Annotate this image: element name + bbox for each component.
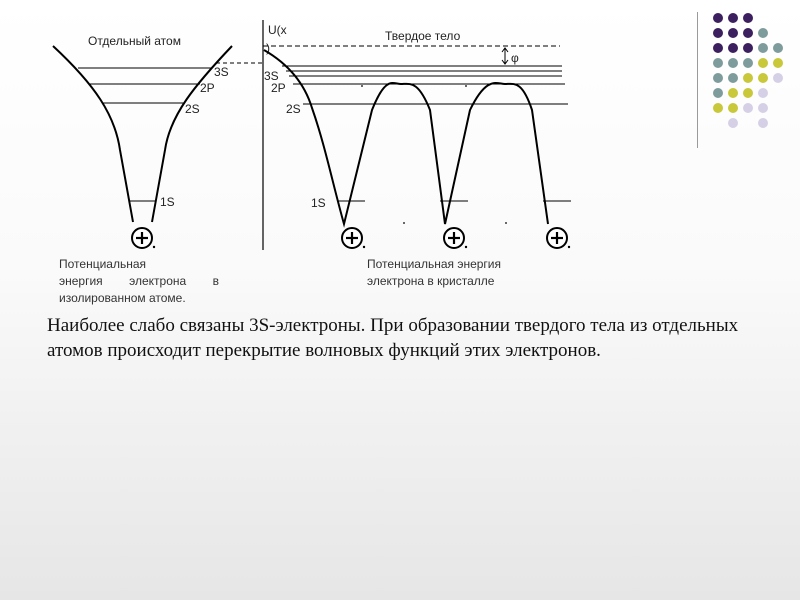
decor-dot	[743, 73, 753, 83]
isolated-atom-title: Отдельный атом	[88, 34, 181, 48]
decor-dot	[713, 28, 723, 38]
caption-left-line-3: изолированном атоме.	[59, 291, 186, 305]
decor-dot	[713, 58, 723, 68]
caption-right-line-2: электрона в кристалле	[367, 274, 495, 288]
decor-dot	[713, 43, 723, 53]
nucleus-isolated-atom	[132, 228, 155, 248]
decor-dot	[758, 118, 768, 128]
decor-dot	[728, 28, 738, 38]
decor-dot-grid	[706, 8, 786, 148]
stray-dots	[361, 85, 507, 224]
decor-dot	[758, 73, 768, 83]
main-text: Наиболее слабо связаны 3S-электроны. При образовании твердого тела из отдельных атомов происходит перекрытие волновых функций этих электронов.	[47, 315, 739, 361]
decor-dot	[713, 13, 723, 23]
decor-dot	[743, 43, 753, 53]
decor-dot	[758, 28, 768, 38]
decor-dot	[773, 73, 783, 83]
decor-dot	[743, 28, 753, 38]
decor-dot	[728, 13, 738, 23]
solid-title: Твердое тело	[385, 29, 461, 43]
nucleus-crystal-1	[342, 228, 365, 248]
decor-dot	[773, 43, 783, 53]
decor-dot	[743, 58, 753, 68]
decor-dot	[758, 88, 768, 98]
level-label-2s-right: 2S	[286, 102, 301, 116]
caption-left-line-2: энергия электрона в	[59, 274, 219, 288]
level-label-2p-right: 2P	[271, 81, 286, 95]
level-label-1s-left: 1S	[160, 195, 175, 209]
decor-dot	[758, 58, 768, 68]
isolated-atom-energy-levels	[78, 68, 212, 201]
decor-dot	[728, 103, 738, 113]
caption-right-line-1: Потенциальная энергия	[367, 257, 502, 271]
decor-dot	[728, 43, 738, 53]
decor-dot	[713, 103, 723, 113]
u-axis-label: U(x	[268, 23, 287, 37]
level-label-3s-left: 3S	[214, 65, 229, 79]
level-label-2p-left: 2P	[200, 81, 215, 95]
nucleus-crystal-2	[444, 228, 467, 248]
caption-left-line-1: Потенциальная	[59, 257, 146, 271]
decor-dot	[713, 73, 723, 83]
decor-dot	[743, 103, 753, 113]
decor-dot	[728, 58, 738, 68]
level-label-2s-left: 2S	[185, 102, 200, 116]
decor-dot	[743, 88, 753, 98]
decor-dot	[758, 103, 768, 113]
decor-dot	[773, 58, 783, 68]
decor-dot	[728, 88, 738, 98]
decor-dot	[743, 13, 753, 23]
decor-dot	[728, 118, 738, 128]
decor-divider	[697, 12, 698, 148]
caption-crystal	[367, 256, 542, 290]
u-axis-label-paren: )	[266, 41, 270, 55]
crystal-energy-bands	[282, 66, 571, 201]
nucleus-crystal-3	[547, 228, 570, 248]
decor-dot	[713, 88, 723, 98]
caption-isolated-atom	[59, 256, 219, 307]
level-label-3s-right: 3S	[264, 69, 279, 83]
level-label-1s-right: 1S	[311, 196, 326, 210]
isolated-atom-well-left	[53, 46, 133, 222]
decor-dot	[758, 43, 768, 53]
work-function-marker	[502, 48, 508, 64]
decor-dot	[728, 73, 738, 83]
phi-label: φ	[511, 51, 519, 65]
